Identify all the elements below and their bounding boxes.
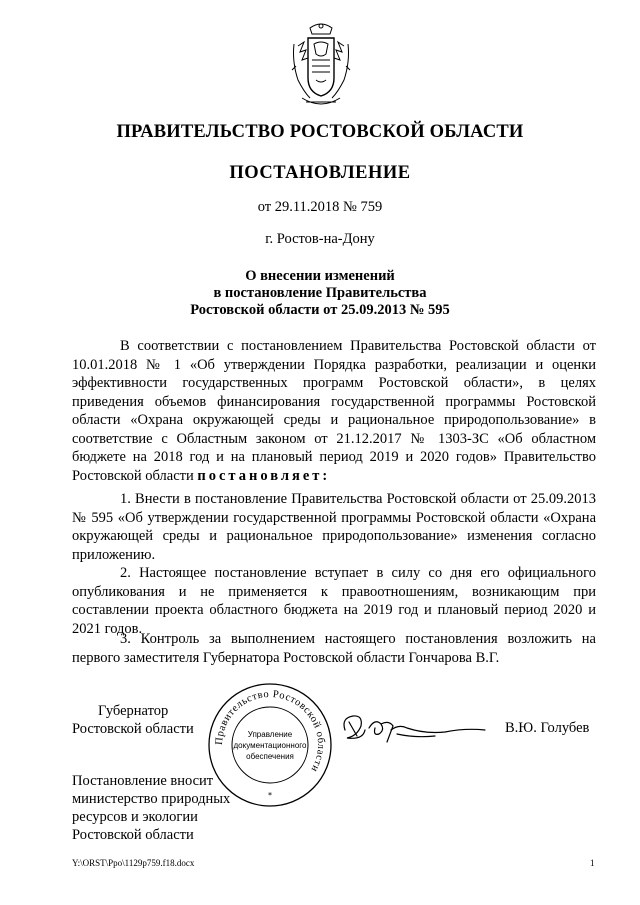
stamp-line: обеспечения (246, 752, 294, 761)
date-and-number: от 29.11.2018 № 759 (257, 199, 383, 215)
file-path: Y:\ORST\Ppo\1129p759.f18.docx (72, 858, 195, 868)
signatory-title (72, 702, 194, 738)
handwritten-signature (335, 700, 495, 760)
document-type-heading: ПОСТАНОВЛЕНИЕ (229, 163, 411, 183)
item-3-paragraph: 3. Контроль за выполнением настоящего постановления возложить на первого заместителя Губернатора Ростовской области Гончарова В.Г. (72, 631, 596, 666)
stamp-line: документационного (233, 741, 307, 750)
note-line: министерство природных (72, 791, 231, 807)
note-line: Постановление вносит (72, 773, 214, 789)
city-line: г. Ростов-на-Дону (265, 231, 375, 247)
coat-of-arms-icon (290, 22, 352, 114)
subject-line: Ростовской области от 25.09.2013 № 595 (190, 302, 450, 318)
preamble-paragraph (72, 337, 596, 485)
stamp-line: Управление (247, 730, 293, 739)
item-1-paragraph: 1. Внести в постановление Правительства Ростовской области от 25.09.2013 № 595 «Об утверждении государственной программы Ростовской области «Охрана окружающей среды и рациональное природопользование» изменения согласно приложению. (72, 491, 596, 563)
decree-word: постановляет: (197, 467, 331, 484)
stamp-star-icon: * (268, 791, 272, 800)
item-2-paragraph: 2. Настоящее постановление вступает в силу со дня его официального опубликования и не применяется к правоотношениям, возникающим при составлении проекта областного бюджета на 2019 год и плановый период 2020 и 2021 годов. (72, 565, 596, 637)
page-number: 1 (590, 858, 595, 868)
note-line: ресурсов и экологии (72, 809, 198, 825)
organization-heading: ПРАВИТЕЛЬСТВО РОСТОВСКОЙ ОБЛАСТИ (116, 122, 524, 142)
subject-line: в постановление Правительства (213, 285, 427, 301)
signatory-name: В.Ю. Голубев (505, 720, 590, 736)
subject-line: О внесении изменений (245, 268, 395, 284)
signatory-title-line: Ростовской области (72, 721, 194, 737)
preamble-text: В соответствии с постановлением Правительства Ростовской области от 10.01.2018 № 1 «Об утверждении Порядка разработки, реализации и оценки эффективности государственных программ Ростовской области», в целях приведения объемов финансирования государственной программы Ростовской области «Охрана окружающей среды и рациональное природопользование» в соответствие с Областным законом от 21.12.2017 № 1303-ЗС «Об областном бюджете на 2018 год и на плановый период 2019 и 2020 годов» Правительство Ростовской области (72, 338, 596, 484)
document-subject (0, 268, 640, 319)
submitter-note (72, 772, 230, 844)
stamp-ring-text: Правительство Ростовской области (213, 688, 327, 774)
signatory-title-line: Губернатор (98, 703, 169, 719)
note-line: Ростовской области (72, 827, 194, 843)
